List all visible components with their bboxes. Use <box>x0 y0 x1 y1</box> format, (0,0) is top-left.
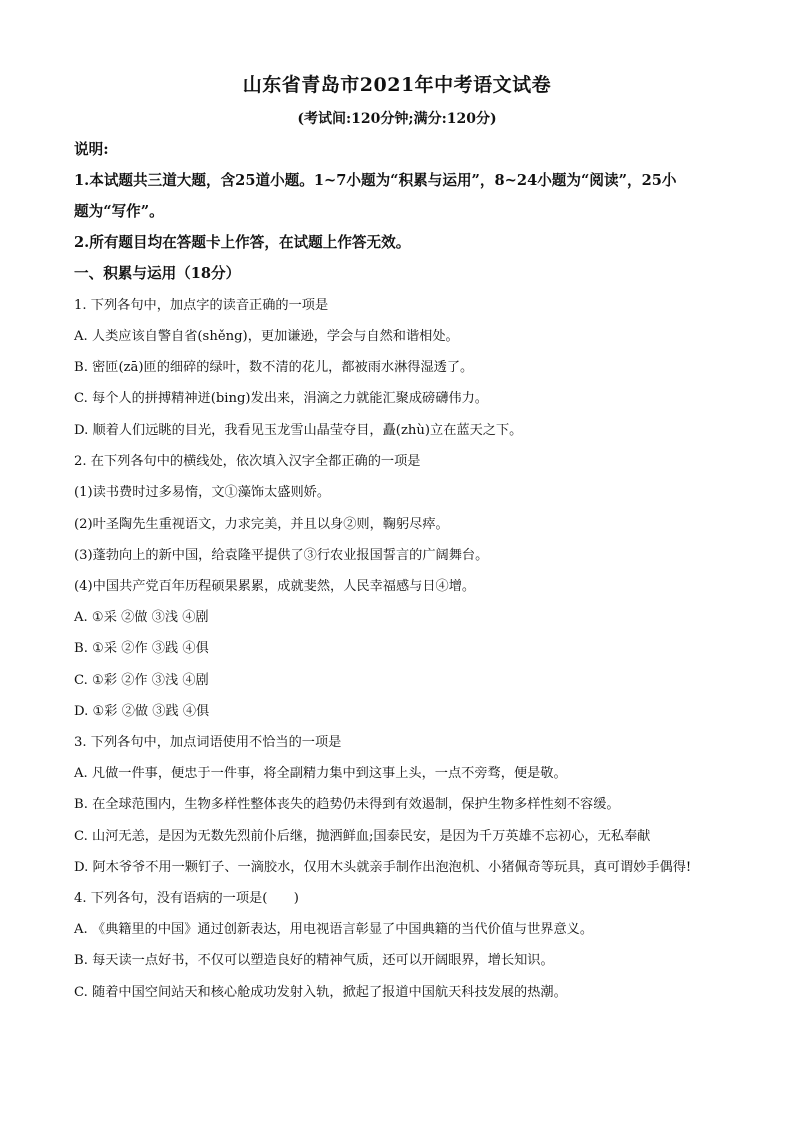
question-4-option-c: C. 随着中国空间站天和核心舱成功发射入轨，掀起了报道中国航天科技发展的热潮。 <box>74 985 567 1000</box>
question-1-option-c: C. 每个人的拼搏精神迸(bing)发出来，涓滴之力就能汇聚成磅礴伟力。 <box>74 391 488 406</box>
question-3-option-b: B. 在全球范围内，生物多样性整体丧失的趋势仍未得到有效遏制，保护生物多样性刻不容缓。 <box>74 797 620 812</box>
question-4-option-a: A. 《典籍里的中国》通过创新表达，用电视语言彰显了中国典籍的当代价值与世界意义。 <box>74 922 594 937</box>
instruction-line-2: 2.所有题目均在答题卡上作答，在试题上作答无效。 <box>74 234 411 251</box>
question-3-option-d: D. 阿木爷爷不用一颗钉子、一滴胶水，仅用木头就亲手制作出泡泡机、小猪佩奇等玩具，真可谓妙手偶得! <box>74 860 692 875</box>
question-2-option-c: C. ①彩 ②作 ③浅 ④剧 <box>74 673 209 688</box>
question-2-sentence-3: (3)蓬勃向上的新中国，给袁隆平提供了③行农业报国誓言的广阔舞台。 <box>74 548 489 563</box>
section-heading: 一、积累与运用（18分） <box>74 265 241 282</box>
question-2-sentence-4: (4)中国共产党百年历程硕果累累，成就斐然，人民幸福感与日④增。 <box>74 579 476 594</box>
page-title: 山东省青岛市2021年中考语文试卷 <box>242 74 552 96</box>
question-3-option-a: A. 凡做一件事，便忠于一件事，将全副精力集中到这事上头，一点不旁骛，便是敬。 <box>74 766 567 781</box>
question-1-stem: 1. 下列各句中，加点字的读音正确的一项是 <box>74 298 329 313</box>
instruction-line-1a: 1.本试题共三道大题，含25道小题。1~7小题为“积累与运用”，8~24小题为“阅读”，25小 <box>74 172 677 189</box>
question-1-option-d: D. 顺着人们远眺的目光，我看见玉龙雪山晶莹夺目，矗(zhù)立在蓝天之下。 <box>74 423 523 438</box>
question-3-stem: 3. 下列各句中，加点词语使用不恰当的一项是 <box>74 735 342 750</box>
question-4-option-b: B. 每天读一点好书，不仅可以塑造良好的精神气质，还可以开阔眼界，增长知识。 <box>74 953 554 968</box>
question-1-option-a: A. 人类应该自警自省(shěng)，更加谦逊，学会与自然和谐相处。 <box>74 329 459 344</box>
question-2-sentence-1: (1)读书费时过多易惰，文①藻饰太盛则娇。 <box>74 485 331 500</box>
instructions-label: 说明: <box>74 141 109 158</box>
question-3-option-c: C. 山河无恙，是因为无数先烈前仆后继，抛洒鲜血;国泰民安，是因为千万英雄不忘初心，无私奉献 <box>74 829 651 844</box>
question-1-option-b: B. 密匝(zā)匝的细碎的绿叶，数不清的花儿，都被雨水淋得湿透了。 <box>74 360 474 375</box>
question-4-stem: 4. 下列各句，没有语病的一项是( ) <box>74 891 299 906</box>
question-2-sentence-2: (2)叶圣陶先生重视语文，力求完美，并且以身②则，鞠躬尽瘁。 <box>74 517 449 532</box>
instruction-line-1b: 题为“写作”。 <box>74 203 164 220</box>
question-2-option-a: A. ①采 ②做 ③浅 ④剧 <box>74 610 209 625</box>
question-2-option-b: B. ①采 ②作 ③践 ④俱 <box>74 641 209 656</box>
exam-duration-score: (考试间:120分钟;满分:120分) <box>297 111 497 127</box>
question-2-stem: 2. 在下列各句中的横线处，依次填入汉字全都正确的一项是 <box>74 454 421 469</box>
question-2-option-d: D. ①彩 ②做 ③践 ④俱 <box>74 704 210 719</box>
